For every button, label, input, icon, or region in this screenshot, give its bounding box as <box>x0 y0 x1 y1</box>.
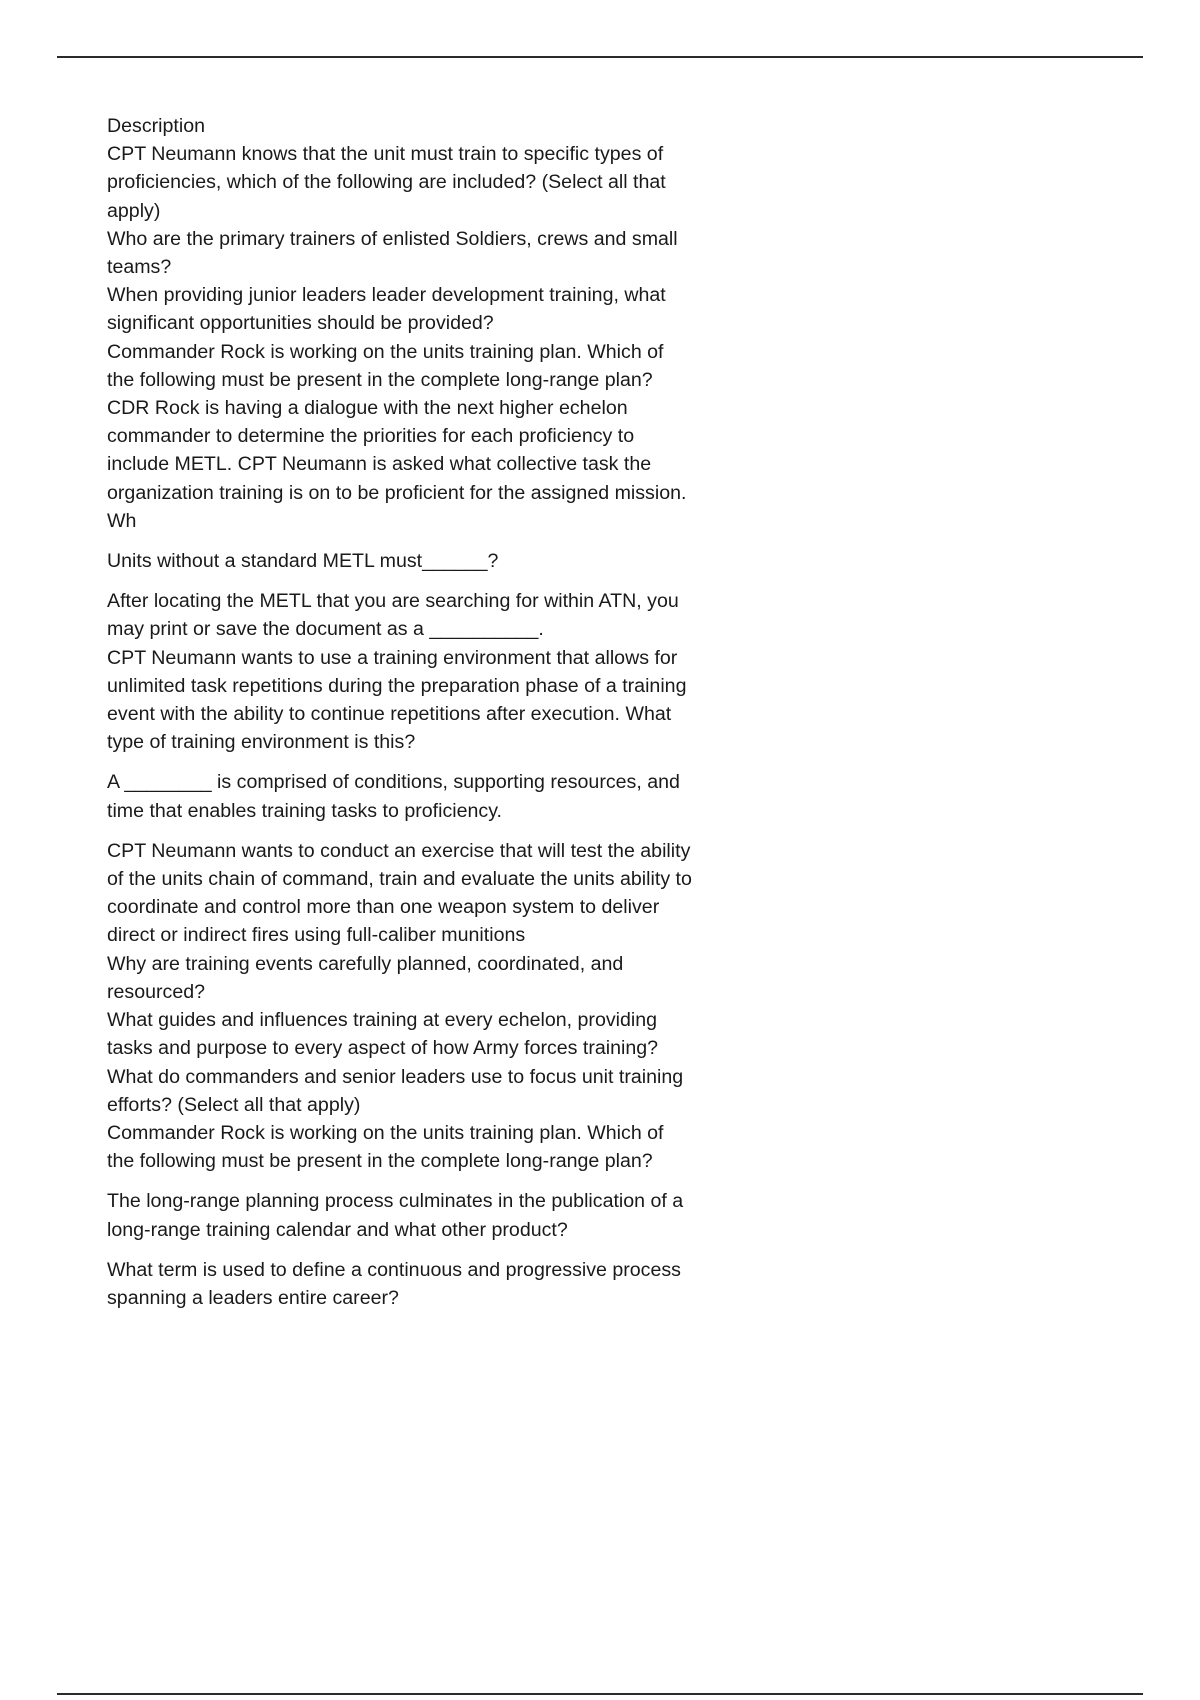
question-7: After locating the METL that you are searching for within ATN, you may print or save the document as a __________. <box>107 590 679 641</box>
question-11: Why are training events carefully planned, coordinated, and resourced? <box>107 952 624 1003</box>
question-9: A ________ is comprised of conditions, supporting resources, and time that enables training tasks to proficiency. <box>107 771 680 822</box>
question-6: Units without a standard METL must______? <box>107 550 499 573</box>
document-heading: Description <box>107 115 206 137</box>
question-13: What do commanders and senior leaders use to focus unit training efforts? (Select all that apply) <box>107 1065 684 1116</box>
bottom-rule <box>57 1693 1143 1695</box>
question-12: What guides and influences training at every echelon, providing tasks and purpose to every aspect of how Army forces training? <box>107 1009 659 1060</box>
top-rule <box>57 56 1143 58</box>
question-14: Commander Rock is working on the units training plan. Which of the following must be present in the complete long-range plan? <box>107 1121 664 1173</box>
question-4: Commander Rock is working on the units training plan. Which of the following must be present in the complete long-range plan? <box>107 340 664 391</box>
question-10: CPT Neumann wants to conduct an exercise that will test the ability of the units chain of command, train and evaluate the units ability to coordinate and control more than one weapon system to deliver direct or indirect fires using full-caliber munitions <box>107 839 692 947</box>
question-16: What term is used to define a continuous and progressive process spanning a leaders entire career? <box>107 1258 681 1309</box>
question-3: When providing junior leaders leader development training, what significant opportunities should be provided? <box>107 284 666 335</box>
question-5: CDR Rock is having a dialogue with the next higher echelon commander to determine the priorities for each proficiency to include METL. CPT Neumann is asked what collective task the organization training is on to be proficient for the assigned mission. Wh <box>107 397 687 532</box>
document-body <box>107 112 692 1312</box>
question-1: CPT Neumann knows that the unit must train to specific types of proficiencies, which of the following are included? (Select all that apply) <box>107 143 666 222</box>
question-2: Who are the primary trainers of enlisted Soldiers, crews and small teams? <box>107 227 678 279</box>
question-15: The long-range planning process culminates in the publication of a long-range training calendar and what other product? <box>107 1190 684 1241</box>
question-8: CPT Neumann wants to use a training environment that allows for unlimited task repetitions during the preparation phase of a training event with the ability to continue repetitions after execution. What type of training environment is this? <box>107 646 687 754</box>
